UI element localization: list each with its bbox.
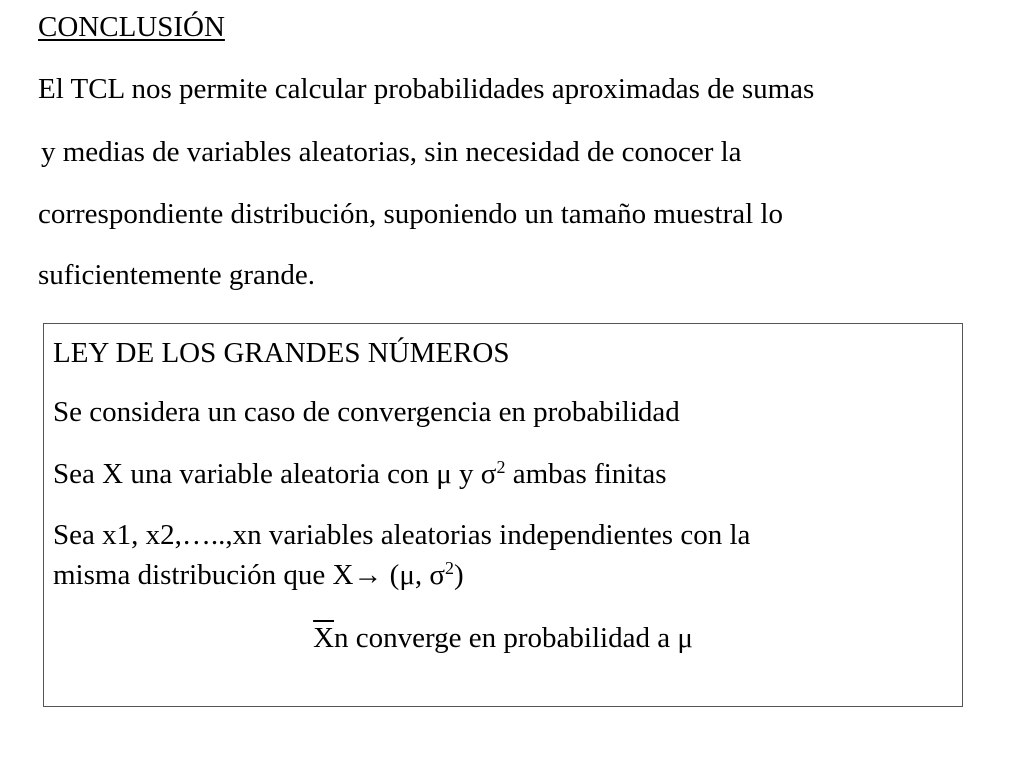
- sigma-exponent-2: 2: [445, 558, 455, 578]
- box-line-independent: Sea x1, x2,…..,xn variables aleatorias independientes con la: [53, 519, 751, 551]
- paragraph-line-4: suficientemente grande.: [38, 259, 315, 291]
- box-line-conclusion-text: n converge en probabilidad a μ: [334, 622, 693, 654]
- conclusion-heading: CONCLUSIÓN: [38, 11, 225, 43]
- box-line-distribution-text: misma distribución que X→ (μ, σ: [53, 559, 446, 591]
- sigma-exponent: 2: [496, 457, 506, 477]
- box-title: LEY DE LOS GRANDES NÚMEROS: [53, 337, 510, 369]
- paragraph-line-3: correspondiente distribución, suponiendo un tamaño muestral lo: [38, 198, 783, 230]
- box-line-variable-end: ambas finitas: [505, 458, 667, 490]
- box-line-variable: [53, 457, 667, 491]
- paragraph-line-1: El TCL nos permite calcular probabilidades aproximadas de sumas: [38, 73, 815, 105]
- box-line-distribution-end: ): [454, 559, 464, 591]
- law-of-large-numbers-box: [43, 323, 963, 707]
- box-line-distribution: [53, 558, 464, 592]
- box-line-convergence: Se considera un caso de convergencia en probabilidad: [53, 396, 680, 428]
- box-line-conclusion: [44, 621, 962, 655]
- paragraph-line-2: y medias de variables aleatorias, sin necesidad de conocer la: [41, 136, 742, 168]
- box-line-variable-text: Sea X una variable aleatoria con μ y σ: [53, 458, 497, 490]
- x-bar-symbol: $\overline{X}$: [313, 622, 335, 654]
